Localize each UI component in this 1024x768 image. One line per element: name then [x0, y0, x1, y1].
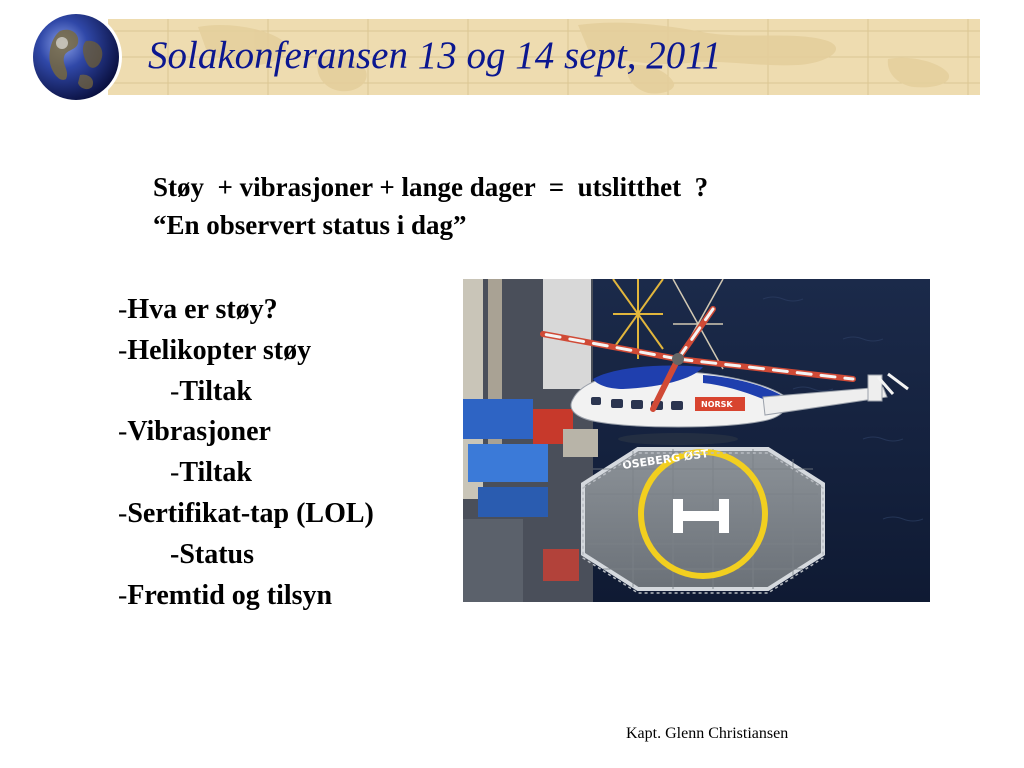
list-item-text: Helikopter støy	[127, 334, 312, 366]
list-item: -Fremtid og tilsyn	[118, 579, 333, 611]
intro-line-2: “En observert status i dag”	[153, 210, 467, 240]
list-item-text: Tiltak	[179, 457, 252, 489]
list-subitem: -Status	[170, 538, 255, 570]
title-banner	[108, 19, 980, 95]
list-item-text: Status	[179, 538, 255, 570]
globe-icon	[30, 11, 122, 103]
list-item: -Vibrasjoner	[118, 416, 271, 448]
author-credit: Kapt. Glenn Christiansen	[626, 725, 789, 742]
helicopter-on-helideck-photo	[463, 279, 930, 602]
topic-list	[118, 290, 374, 616]
list-item-text: Fremtid og tilsyn	[127, 579, 333, 611]
list-item: -Hva er støy?	[118, 294, 278, 325]
list-item-text: Sertifikat-tap (LOL)	[127, 497, 374, 529]
list-item: -Helikopter støy	[118, 334, 312, 366]
list-item-text: Tiltak	[179, 375, 252, 407]
intro-block	[153, 168, 708, 244]
list-item: -Sertifikat-tap (LOL)	[118, 497, 374, 529]
slide-title: Solakonferansen 13 og 14 sept, 2011	[148, 34, 722, 77]
helicopter-label: NORSK	[701, 400, 733, 409]
helideck-label: OSEBERG ØST	[621, 447, 710, 472]
helideck-photo	[463, 279, 930, 602]
list-item-text: Vibrasjoner	[127, 416, 271, 448]
intro-line-1: Støy + vibrasjoner + lange dager = utslitthet ?	[153, 172, 709, 202]
list-subitem: -Tiltak	[170, 457, 252, 489]
list-item-text: Hva er støy?	[127, 294, 278, 325]
list-subitem: -Tiltak	[170, 375, 252, 407]
